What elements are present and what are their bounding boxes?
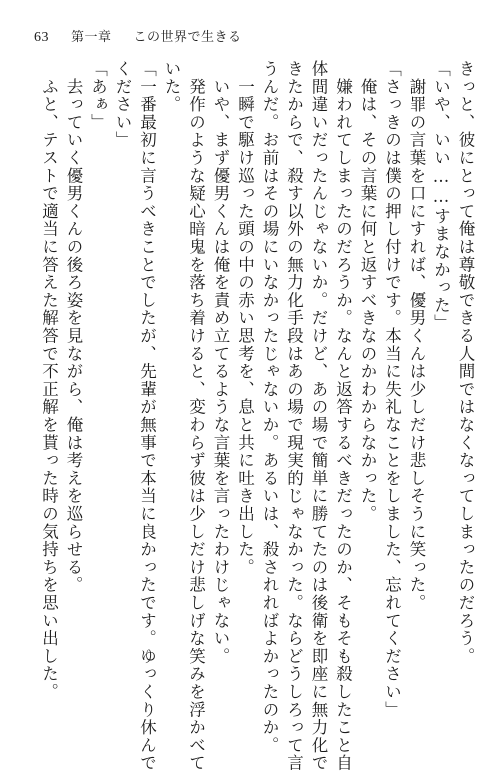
page-number: 63 (34, 30, 49, 45)
text-line: ください」 (113, 60, 132, 149)
text-line: うんだ。お前はその場にいなかったじゃないか。あるいは、殺されればよかったのか。 (260, 60, 279, 755)
text-line: 「さっきのは僕の押し付けです。本当に失礼なことをしました、忘れてください」 (382, 60, 402, 719)
text-line: 謝罪の言葉を口にすれば、優男くんは少しだけ悲しそうに笑った。 (407, 60, 426, 612)
text-line: 俺は、その言葉に何と返すべきなのかわからなかった。 (358, 60, 377, 523)
text-line: 「あぁ」 (88, 60, 108, 132)
running-header (34, 26, 242, 46)
chapter-label: 第一章 (71, 30, 112, 45)
text-line: 一瞬で駆け巡った頭の中の赤い思考を、息と共に吐き出した。 (235, 60, 255, 577)
text-line: いや、まず優男くんは俺を責め立てるような言葉を言ったわけじゃない。 (211, 60, 230, 666)
text-line: 去っていく優男くんの後ろ姿を見ながら、俺は考えを巡らせる。 (64, 60, 83, 594)
chapter-title: この世界で生きる (133, 30, 242, 45)
text-line: 発作のような疑心暗鬼を落ち着けると、変わらず彼は少しだけ悲しげな笑みを浮かべて (186, 60, 206, 772)
text-line: 嫌われてしまったのだろうか。なんと返答するべきだったのか、そもそも殺したこと自 (333, 60, 353, 772)
text-line: きたからで、殺す以外の無力化手段はあの場で現実的じゃなかった。ならどうしろって言 (284, 60, 304, 772)
text-line: いた。 (162, 60, 181, 114)
text-line: 体間違いだったんじゃないか。だけど、あの場で簡単に勝てたのは後衛を即座に無力化で (309, 60, 328, 772)
text-line: 「いや、いい……すまなかった」 (431, 60, 451, 332)
text-line: きっと、彼にとって俺は尊敬できる人間ではなくなってしまったのだろう。 (456, 60, 475, 666)
text-line: 「一番最初に言うべきことでしたが、先輩が無事で本当に良かったです。ゆっくり休んで (137, 60, 157, 772)
vertical-text-body (39, 60, 475, 772)
text-line: ふと、テストで適当に答えた解答で不正解を貰った時の気持ちを思い出した。 (39, 60, 59, 701)
